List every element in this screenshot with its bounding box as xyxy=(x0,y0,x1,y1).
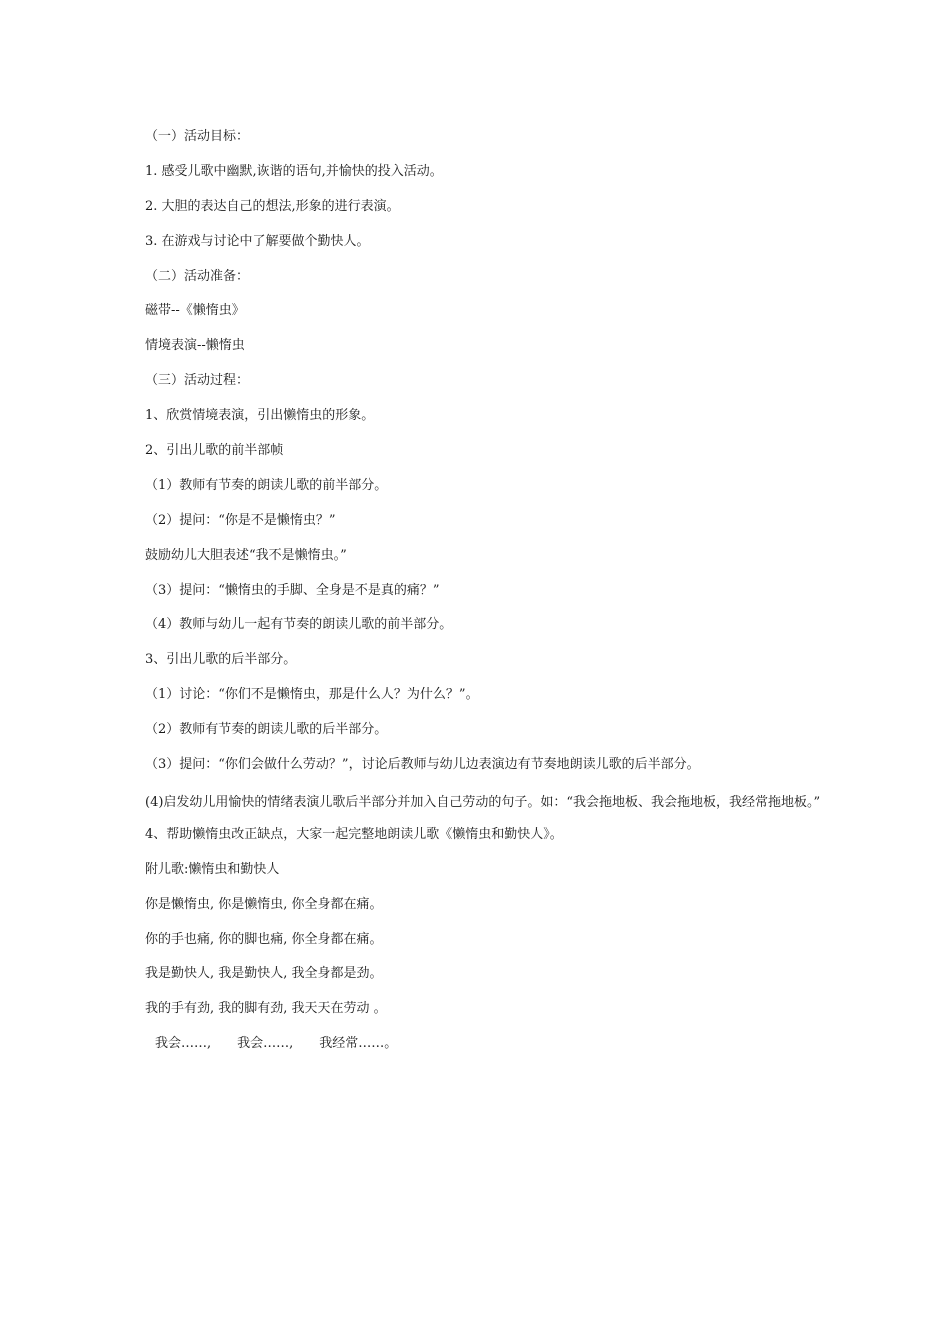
process-substep: （3）提问：“懒惰虫的手脚、全身是不是真的痛？” xyxy=(145,582,440,598)
process-step-4: 4、帮助懒惰虫改正缺点，大家一起完整地朗读儿歌《懒惰虫和勤快人》。 xyxy=(145,826,563,842)
section-heading-process: （三）活动过程： xyxy=(145,373,250,389)
goal-item-3: 3. 在游戏与讨论中了解要做个勤快人。 xyxy=(145,233,370,249)
section-heading-preparation: （二）活动准备： xyxy=(145,268,250,284)
preparation-item-2: 情境表演--懒惰虫 xyxy=(145,338,245,354)
process-substep: （3）提问：“你们会做什么劳动？”，讨论后教师与幼儿边表演边有节奏地朗读儿歌的后半部分。 xyxy=(145,757,700,773)
song-title: 附儿歌:懒惰虫和勤快人 xyxy=(145,861,280,877)
process-substep: （1）教师有节奏的朗读儿歌的前半部分。 xyxy=(145,477,388,493)
song-line: 你的手也痛, 你的脚也痛, 你全身都在痛。 xyxy=(145,931,383,947)
process-substep: （2）提问：“你是不是懒惰虫？” xyxy=(145,512,336,528)
song-line: 你是懒惰虫, 你是懒惰虫, 你全身都在痛。 xyxy=(145,896,383,912)
process-substep: （4）教师与幼儿一起有节奏的朗读儿歌的前半部分。 xyxy=(145,617,453,633)
process-substep: （1）讨论：“你们不是懒惰虫，那是什么人？为什么？”。 xyxy=(145,687,479,703)
song-line-last: 我会……, 我会……, 我经常……。 xyxy=(155,1036,398,1052)
document-body xyxy=(145,123,825,1065)
goal-item-1: 1. 感受儿歌中幽默,诙谐的语句,并愉快的投入活动。 xyxy=(145,163,443,179)
goal-item-2: 2. 大胆的表达自己的想法,形象的进行表演。 xyxy=(145,198,400,214)
process-substep: （2）教师有节奏的朗读儿歌的后半部分。 xyxy=(145,722,388,738)
song-line: 我的手有劲, 我的脚有劲, 我天天在劳动 。 xyxy=(145,1001,387,1017)
song-line: 我是勤快人, 我是勤快人, 我全身都是劲。 xyxy=(145,966,383,982)
process-note: 鼓励幼儿大胆表述“我不是懒惰虫。” xyxy=(145,547,347,563)
section-heading-goals: （一）活动目标： xyxy=(145,129,250,144)
process-step-3: 3、引出儿歌的后半部分。 xyxy=(145,652,297,668)
preparation-item-1: 磁带--《懒惰虫》 xyxy=(145,303,245,319)
process-step-1: 1、欣赏情境表演，引出懒惰虫的形象。 xyxy=(145,408,375,424)
process-step-2: 2、引出儿歌的前半部帧 xyxy=(145,443,284,459)
process-substep-long: (4)启发幼儿用愉快的情绪表演儿歌后半部分并加入自己劳动的句子。如：“我会拖地板、我会拖地板，我经常拖地板。” xyxy=(145,794,821,810)
